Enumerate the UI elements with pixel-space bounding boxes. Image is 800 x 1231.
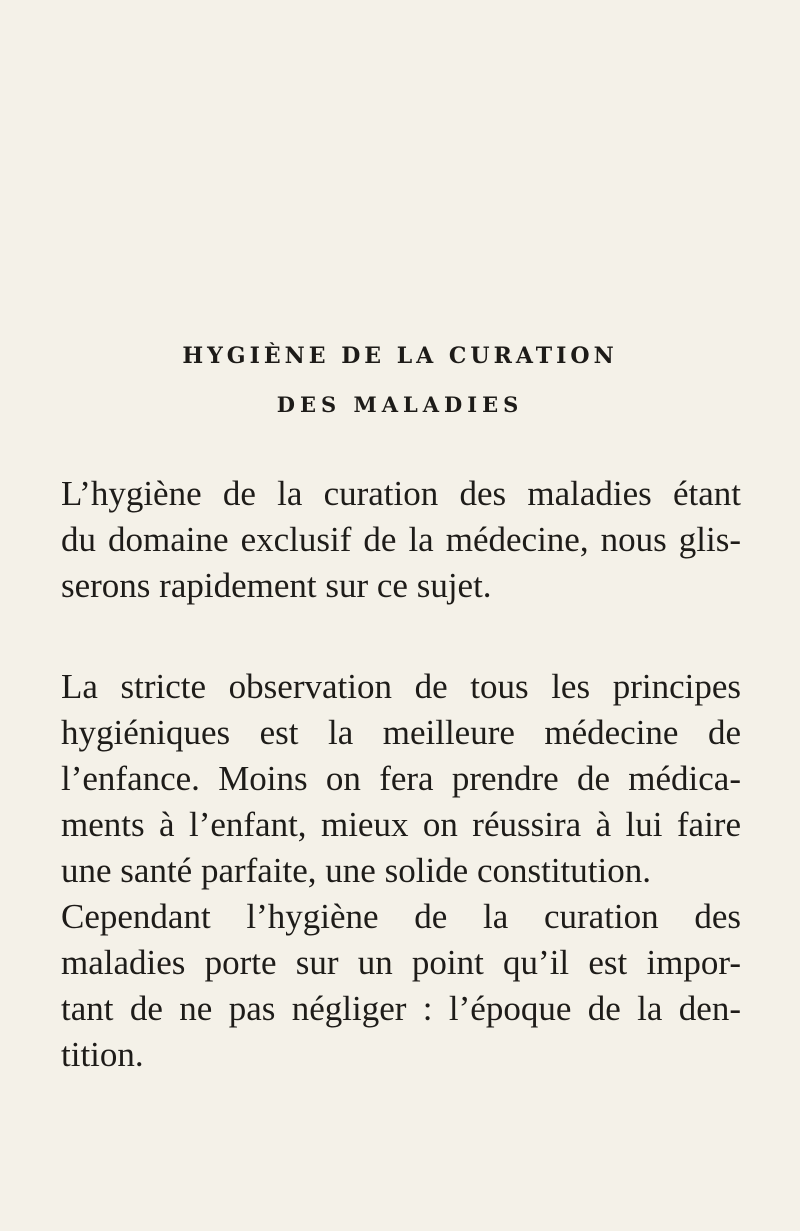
text-line: du domaine exclusif de la médecine, nous glis-	[61, 520, 741, 559]
text-line: serons rapidement sur ce sujet.	[61, 566, 492, 605]
paragraph-1	[61, 471, 741, 609]
text-line: tition.	[61, 1035, 144, 1074]
text-line: L’hygiène de la curation des maladies étant	[61, 474, 741, 513]
text-line: une santé parfaite, une solide constitution.	[61, 851, 651, 890]
text-line: l’enfance. Moins on fera prendre de médica-	[61, 759, 741, 798]
text-line: Cependant l’hygiène de la curation des	[61, 897, 741, 936]
chapter-heading-line-2: DES MALADIES	[276, 392, 524, 417]
text-line: hygiéniques est la meilleure médecine de	[61, 713, 741, 752]
paragraph-2	[61, 664, 741, 894]
paragraph-3	[61, 894, 741, 1078]
text-line: ments à l’enfant, mieux on réussira à lui faire	[61, 805, 741, 844]
chapter-heading-line-1: HYGIÈNE DE LA CURATION	[182, 343, 618, 369]
text-line: La stricte observation de tous les principes	[61, 667, 741, 706]
text-line: maladies porte sur un point qu’il est impor-	[61, 943, 741, 982]
text-line: tant de ne pas négliger : l’époque de la den-	[61, 989, 741, 1028]
